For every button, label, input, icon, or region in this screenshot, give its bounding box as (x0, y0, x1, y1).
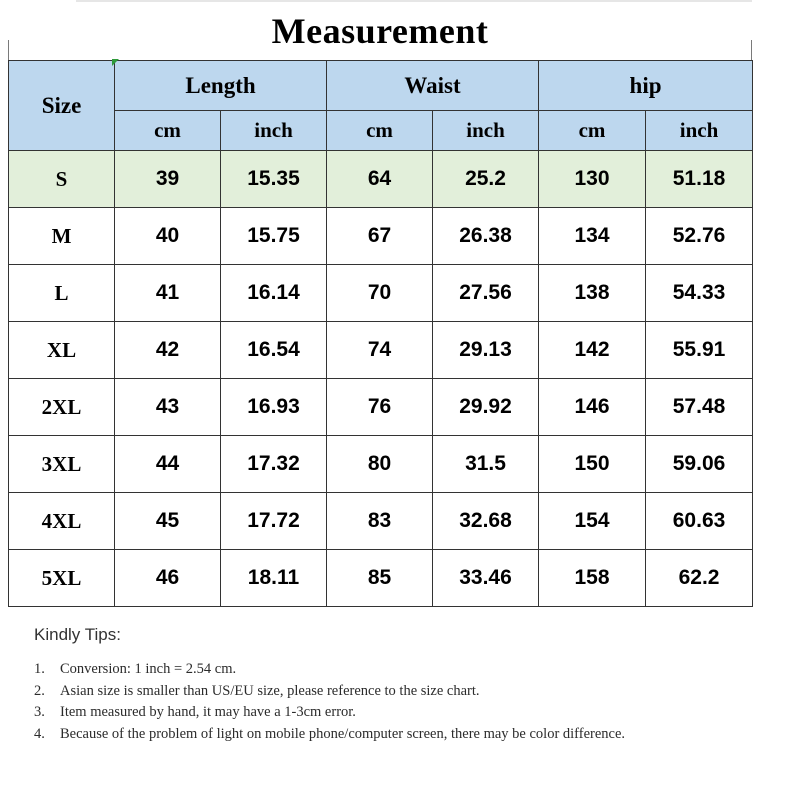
tip-text: Conversion: 1 inch = 2.54 cm. (60, 661, 237, 677)
cell-hip-inch: 55.91 (646, 322, 753, 379)
tip-number: 1. (34, 661, 45, 677)
cell-waist-cm: 74 (327, 322, 433, 379)
kindly-tips (34, 625, 754, 745)
cell-length-cm: 41 (115, 265, 221, 322)
cell-waist-cm: 83 (327, 493, 433, 550)
cell-length-inch: 15.75 (221, 208, 327, 265)
list-item (34, 681, 754, 703)
header-size: Size (9, 61, 115, 151)
cell-waist-inch: 26.38 (433, 208, 539, 265)
table-row (9, 493, 753, 550)
cell-waist-inch: 29.13 (433, 322, 539, 379)
right-divider (751, 40, 752, 60)
tip-text: Item measured by hand, it may have a 1-3cm error. (60, 704, 356, 720)
cell-hip-inch: 60.63 (646, 493, 753, 550)
cell-size: S (9, 151, 115, 208)
unit-header-hip-inch: inch (646, 111, 753, 151)
cell-size: XL (9, 322, 115, 379)
table-row (9, 436, 753, 493)
left-divider (8, 40, 9, 60)
page-title: Measurement (271, 11, 489, 51)
list-item (34, 659, 754, 681)
cell-waist-cm: 76 (327, 379, 433, 436)
tip-number: 2. (34, 682, 45, 699)
cell-hip-cm: 150 (539, 436, 646, 493)
cell-waist-cm: 70 (327, 265, 433, 322)
cell-hip-inch: 54.33 (646, 265, 753, 322)
header-length: Length (115, 61, 327, 111)
cell-length-inch: 15.35 (221, 151, 327, 208)
cell-waist-inch: 32.68 (433, 493, 539, 550)
cell-waist-inch: 33.46 (433, 550, 539, 607)
cell-length-cm: 42 (115, 322, 221, 379)
cell-hip-inch: 51.18 (646, 151, 753, 208)
unit-header-length-inch: inch (221, 111, 327, 151)
cell-length-cm: 45 (115, 493, 221, 550)
cell-hip-cm: 146 (539, 379, 646, 436)
cell-waist-inch: 29.92 (433, 379, 539, 436)
cell-size: 2XL (9, 379, 115, 436)
header-hip: hip (539, 61, 753, 111)
unit-header-waist-cm: cm (327, 111, 433, 151)
tip-number: 4. (34, 725, 45, 742)
unit-header-waist-inch: inch (433, 111, 539, 151)
cell-length-inch: 16.54 (221, 322, 327, 379)
table-row (9, 208, 753, 265)
tip-text: Because of the problem of light on mobile phone/computer screen, there may be color difference. (60, 725, 626, 742)
cell-length-inch: 16.93 (221, 379, 327, 436)
cell-length-cm: 39 (115, 151, 221, 208)
size-rows (9, 151, 753, 607)
cell-size: 5XL (9, 550, 115, 607)
cell-size: M (9, 208, 115, 265)
cell-corner-mark (112, 59, 119, 66)
size-chart-table (8, 60, 753, 607)
cell-length-cm: 44 (115, 436, 221, 493)
unit-header-length-cm: cm (115, 111, 221, 151)
cell-hip-cm: 134 (539, 208, 646, 265)
cell-length-inch: 16.14 (221, 265, 327, 322)
cell-waist-cm: 80 (327, 436, 433, 493)
cell-waist-inch: 25.2 (433, 151, 539, 208)
cell-length-inch: 18.11 (221, 550, 327, 607)
list-item (34, 702, 754, 724)
cell-waist-inch: 27.56 (433, 265, 539, 322)
cell-length-inch: 17.32 (221, 436, 327, 493)
cell-length-cm: 43 (115, 379, 221, 436)
unit-header-hip-cm: cm (539, 111, 646, 151)
cell-hip-cm: 142 (539, 322, 646, 379)
cell-hip-inch: 57.48 (646, 379, 753, 436)
list-item (34, 724, 754, 746)
tips-title: Kindly Tips: (34, 625, 121, 644)
cell-waist-cm: 85 (327, 550, 433, 607)
top-divider (76, 0, 752, 2)
table-row (9, 322, 753, 379)
cell-hip-cm: 130 (539, 151, 646, 208)
cell-waist-cm: 64 (327, 151, 433, 208)
cell-hip-inch: 59.06 (646, 436, 753, 493)
cell-length-cm: 40 (115, 208, 221, 265)
tip-text: Asian size is smaller than US/EU size, please reference to the size chart. (60, 682, 480, 699)
table-row (9, 550, 753, 607)
cell-waist-cm: 67 (327, 208, 433, 265)
header-waist: Waist (327, 61, 539, 111)
cell-hip-inch: 52.76 (646, 208, 753, 265)
table-row (9, 379, 753, 436)
cell-size: 3XL (9, 436, 115, 493)
table-row (9, 151, 753, 208)
cell-hip-cm: 154 (539, 493, 646, 550)
cell-length-inch: 17.72 (221, 493, 327, 550)
tips-list (34, 659, 754, 745)
tip-number: 3. (34, 704, 45, 720)
cell-hip-inch: 62.2 (646, 550, 753, 607)
cell-length-cm: 46 (115, 550, 221, 607)
table-row (9, 265, 753, 322)
cell-size: L (9, 265, 115, 322)
cell-hip-cm: 158 (539, 550, 646, 607)
cell-waist-inch: 31.5 (433, 436, 539, 493)
cell-hip-cm: 138 (539, 265, 646, 322)
cell-size: 4XL (9, 493, 115, 550)
